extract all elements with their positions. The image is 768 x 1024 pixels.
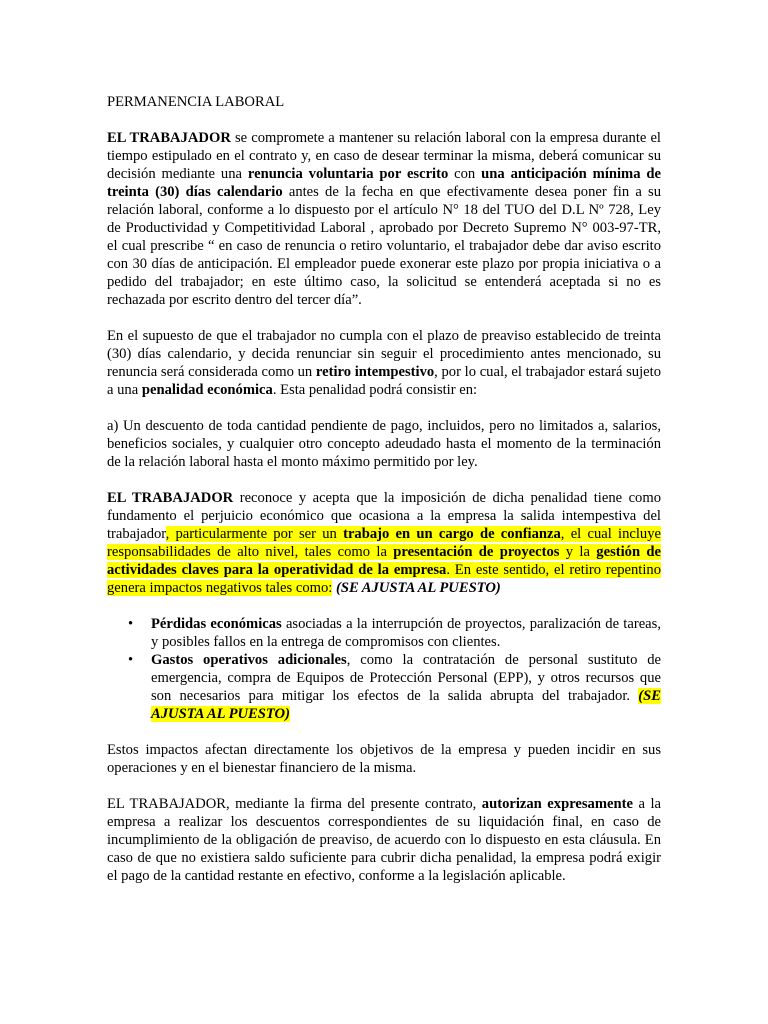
bullet-icon: •	[128, 616, 134, 632]
document-page	[107, 93, 661, 903]
list-item: • Pérdidas económicas asociadas a la interrupción de proyectos, paralización de tareas, y posibles fallos en la entrega de compromisos con clientes.	[128, 616, 661, 650]
paragraph-authorization: EL TRABAJADOR, mediante la firma del presente contrato, autorizan expresamente a la empresa a realizar los descuentos correspondientes de su liquidación final, en caso de incumplimiento de la obligación de preaviso, de acuerdo con lo dispuesto en esta cláusula. En caso de que no existiera saldo suficiente para cubrir dicha penalidad, la empresa podrá exigir el pago de la cantidad restante en efectivo, conforme a la legislación aplicable.	[107, 796, 661, 884]
paragraph-discount: a) Un descuento de toda cantidad pendiente de pago, incluidos, pero no limitados a, salarios, beneficios sociales, y cualquier otro concepto adeudado hasta el momento de la terminación de la relación laboral hasta el monto máximo permitido por ley.	[107, 418, 661, 470]
paragraph-penalty: En el supuesto de que el trabajador no cumpla con el plazo de preaviso establecido de treinta (30) días calendario, y decida renunciar sin seguir el procedimiento antes mencionado, su renuncia será considerada como un retiro intempestivo, por lo cual, el trabajador estará sujeto a una penalidad económica. Esta penalidad podrá consistir en:	[107, 328, 661, 398]
paragraph-justification: EL TRABAJADOR reconoce y acepta que la imposición de dicha penalidad tiene como fundamento el perjuicio económico que ocasiona a la empresa la salida intempestiva del trabajador, particularmente por ser un trabajo en un cargo de confianza, el cual incluye responsabilidades de alto nivel, tales como la presentación de proyectos y la gestión de actividades claves para la operatividad de la empresa. En este sentido, el retiro repentino genera impactos negativos tales como: (SE AJUSTA AL PUESTO)	[107, 490, 662, 596]
worker-label: EL TRABAJADOR	[107, 130, 231, 146]
worker-label: EL TRABAJADOR	[107, 490, 234, 506]
adjust-note: (SE AJUSTA AL PUESTO)	[151, 688, 661, 722]
paragraph-impacts: Estos impactos afectan directamente los objetivos de la empresa y pueden incidir en sus operaciones y en el bienestar financiero de la misma.	[107, 742, 661, 776]
bullet-icon: •	[128, 652, 134, 668]
highlighted-text: , particularmente por ser un trabajo en un cargo de confianza, el cual incluye responsabilidades de alto nivel, tales como la presentación de proyectos y la gestión de actividades claves para la operatividad de la empresa. En este sentido, el retiro repentino genera impactos negativos tales como:	[107, 526, 662, 596]
adjust-note: (SE AJUSTA AL PUESTO)	[332, 580, 501, 596]
list-item: • Gastos operativos adicionales, como la contratación de personal sustituto de emergencia, compra de Equipos de Protección Personal (EPP), y otros recursos que son necesarios para mitigar los efectos de la salida abrupta del trabajador. (SE AJUSTA AL PUESTO)	[128, 652, 662, 722]
document-title: PERMANENCIA LABORAL	[107, 94, 285, 110]
impacts-list	[107, 615, 661, 723]
paragraph-notice-obligation: EL TRABAJADOR se compromete a mantener su relación laboral con la empresa durante el tiempo estipulado en el contrato y, en caso de desear terminar la misma, deberá comunicar su decisión mediante una renuncia voluntaria por escrito con una anticipación mínima de treinta (30) días calendario antes de la fecha en que efectivamente desea poner fin a su relación laboral, conforme a lo dispuesto por el artículo N° 18 del TUO del D.L Nº 728, Ley de Productividad y Competitividad Laboral , aprobado por Decreto Supremo N° 003-97-TR, el cual prescribe “ en caso de renuncia o retiro voluntario, el trabajador debe dar aviso escrito con 30 días de anticipación. El empleador puede exonerar este plazo por propia iniciativa o a pedido del trabajador; en este último caso, la solicitud se entenderá aceptada si no es rechazada por escrito dentro del tercer día”.	[107, 130, 662, 308]
